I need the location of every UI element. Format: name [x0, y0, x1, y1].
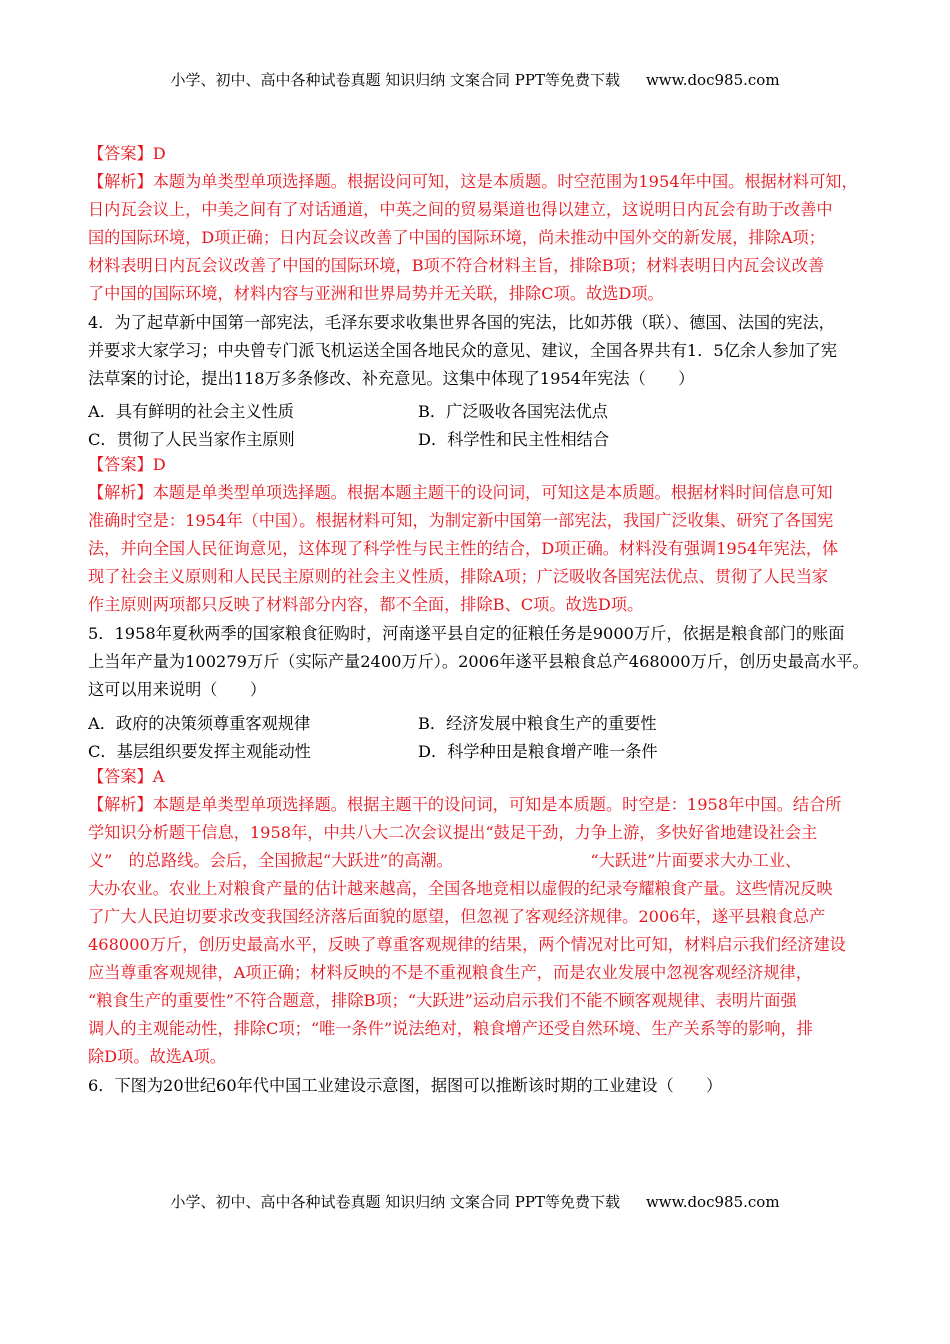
q5-analysis-line: “粮食生产的重要性”不符合题意，排除B项；“大跃进”运动启示我们不能不顾客观规律、表明片面强 [88, 991, 797, 1010]
q3-analysis-line: 【解析】本题为单类型单项选择题。根据设问可知，这是本质题。时空范围为1954年中国。根据材料可知， [88, 172, 858, 191]
q4-analysis-line: 法，并向全国人民征询意见，这体现了科学性与民主性的结合，D项正确。材料没有强调1954年宪法，体 [88, 539, 839, 558]
q5-analysis-line: 调人的主观能动性，排除C项；“唯一条件”说法绝对，粮食增产还受自然环境、生产关系等的影响，排 [88, 1019, 813, 1038]
q5-analysis-line: 除D项。故选A项。 [88, 1047, 226, 1066]
q4-analysis-line: 准确时空是：1954年（中国）。根据材料可知，为制定新中国第一部宪法，我国广泛收集、研究了各国宪 [88, 511, 834, 530]
q5-stem-line: 上当年产量为100279万斤（实际产量2400万斤）。2006年遂平县粮食总产468000万斤，创历史最高水平。 [88, 652, 869, 671]
q3-analysis-line: 材料表明日内瓦会议改善了中国的国际环境，B项不符合材料主旨，排除B项；材料表明日内瓦会议改善 [88, 256, 825, 275]
header-url: www.doc985.com [645, 71, 780, 89]
q5-option-d: D．科学种田是粮食增产唯一条件 [418, 742, 658, 761]
q4-stem-line: 法草案的讨论，提出118万多条修改、补充意见。这集中体现了1954年宪法（ ） [88, 369, 695, 388]
q4-analysis-line: 【解析】本题是单类型单项选择题。根据本题主题干的设问词，可知这是本质题。根据材料时间信息可知 [88, 483, 833, 502]
q5-analysis-line: 【解析】本题是单类型单项选择题。根据主题干的设问词，可知是本质题。时空是：1958年中国。结合所 [88, 795, 842, 814]
q5-option-b: B．经济发展中粮食生产的重要性 [418, 714, 657, 733]
q5-option-c: C．基层组织要发挥主观能动性 [88, 742, 311, 761]
q3-analysis-line: 日内瓦会议上，中美之间有了对话通道，中英之间的贸易渠道也得以建立，这说明日内瓦会有助于改善中 [88, 200, 833, 219]
q4-option-a: A．具有鲜明的社会主义性质 [88, 402, 294, 421]
q3-answer: 【答案】D [88, 144, 166, 163]
q4-option-c: C．贯彻了人民当家作主原则 [88, 430, 295, 449]
q5-stem-line: 这可以用来说明（ ） [88, 680, 267, 699]
q5-answer: 【答案】A [88, 767, 165, 786]
header-text: 小学、初中、高中各种试卷真题 知识归纳 文案合同 PPT等免费下载 [170, 71, 620, 89]
page-header [0, 69, 950, 90]
q4-analysis-line: 现了社会主义原则和人民民主原则的社会主义性质，排除A项；广泛吸收各国宪法优点、贯彻了人民当家 [88, 567, 829, 586]
q4-stem-line: 4．为了起草新中国第一部宪法，毛泽东要求收集世界各国的宪法，比如苏俄（联）、德国、法国的宪法， [88, 313, 835, 332]
q4-stem-line: 并要求大家学习；中央曾专门派飞机运送全国各地民众的意见、建议，全国各界共有1．5亿余人参加了宪 [88, 341, 838, 360]
q5-analysis-line: 义” 的总路线。会后，全国掀起“大跃进”的高潮。 “大跃进”片面要求大办工业、 [88, 851, 802, 870]
q5-analysis-line: 了广大人民迫切要求改变我国经济落后面貌的愿望，但忽视了客观经济规律。2006年，遂平县粮食总产 [88, 907, 826, 926]
page-footer [0, 1191, 950, 1212]
q3-analysis-line: 了中国的国际环境，材料内容与亚洲和世界局势并无关联，排除C项。故选D项。 [88, 284, 664, 303]
footer-url: www.doc985.com [645, 1193, 780, 1211]
q3-analysis-line: 国的国际环境，D项正确；日内瓦会议改善了中国的国际环境，尚未推动中国外交的新发展，排除A项； [88, 228, 825, 247]
q5-analysis-line: 大办农业。农业上对粮食产量的估计越来越高，全国各地竞相以虚假的纪录夸耀粮食产量。这些情况反映 [88, 879, 833, 898]
footer-text: 小学、初中、高中各种试卷真题 知识归纳 文案合同 PPT等免费下载 [170, 1193, 620, 1211]
q6-stem: 6．下图为20世纪60年代中国工业建设示意图，据图可以推断该时期的工业建设（ ） [88, 1076, 723, 1095]
q5-analysis-line: 应当尊重客观规律，A项正确；材料反映的不是不重视粮食生产，而是农业发展中忽视客观经济规律， [88, 963, 812, 982]
q4-analysis-line: 作主原则两项都只反映了材料部分内容，都不全面，排除B、C项。故选D项。 [88, 595, 644, 614]
q5-stem-line: 5．1958年夏秋两季的国家粮食征购时，河南遂平县自定的征粮任务是9000万斤，依据是粮食部门的账面 [88, 624, 845, 643]
q4-option-d: D．科学性和民主性相结合 [418, 430, 610, 449]
q4-option-b: B．广泛吸收各国宪法优点 [418, 402, 608, 421]
q5-analysis-line: 468000万斤，创历史最高水平，反映了尊重客观规律的结果，两个情况对比可知，材料启示我们经济建设 [88, 935, 846, 954]
q5-analysis-line: 学知识分析题干信息，1958年，中共八大二次会议提出“鼓足干劲，力争上游，多快好省地建设社会主 [88, 823, 818, 842]
q5-option-a: A．政府的决策须尊重客观规律 [88, 714, 311, 733]
q4-answer: 【答案】D [88, 455, 166, 474]
